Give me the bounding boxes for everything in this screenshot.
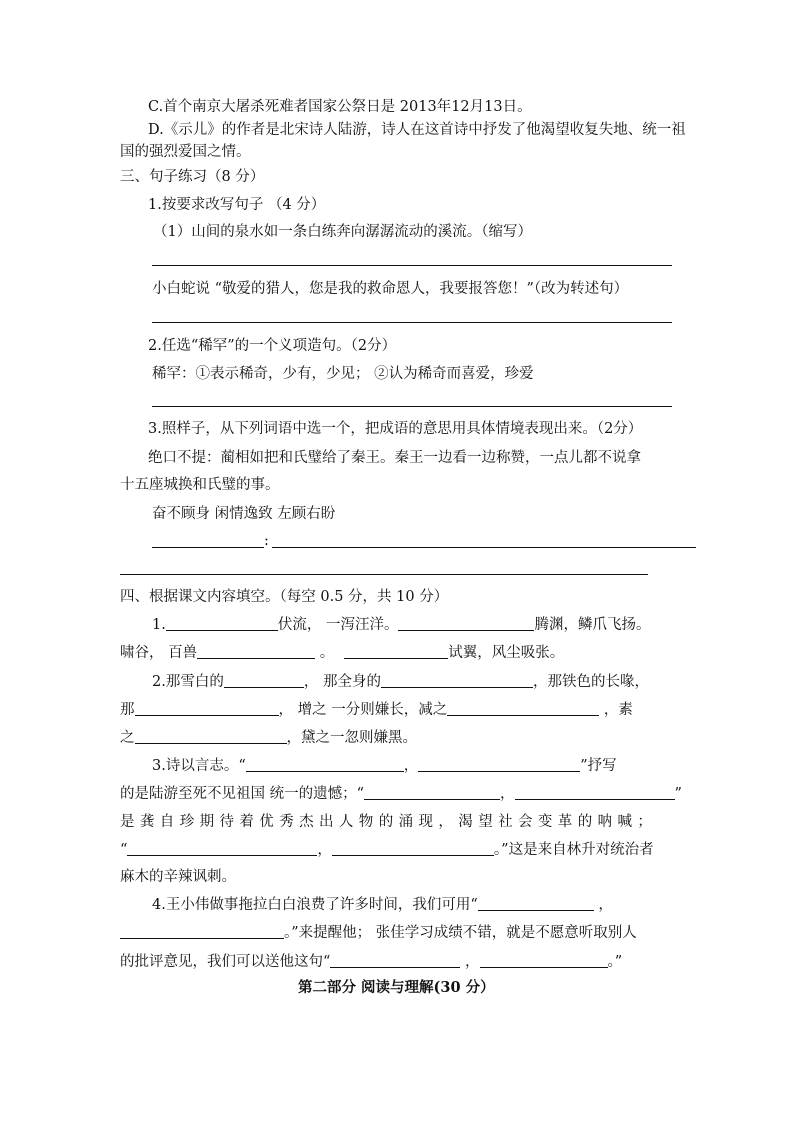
- answer-line: [272, 547, 696, 548]
- fill-2-line3: 之 ，黛之一忽则嫌黑。: [120, 730, 417, 746]
- fill-3-line2: 的是陆游至死不见祖国 统一的遗憾；“ ， ”: [120, 786, 682, 802]
- fill-4-line3: 的批评意见，我们可以送他这句“ ， 。”: [120, 954, 623, 970]
- fill-3-line3: 是龚自珍期待着优秀杰出人物的涌现，渴望社会变革的呐喊；: [120, 814, 658, 830]
- q1-title: 1.按要求改写句子 （4 分）: [148, 197, 326, 213]
- q3-title: 3.照样子，从下列词语中选一个，把成语的意思用具体情境表现出来。（2分）: [148, 421, 643, 437]
- fill-4-line1: 4.王小伟做事拖拉白白浪费了许多时间，我们可用“ ，: [152, 897, 613, 913]
- option-d-line2: 国的强烈爱国之情。: [120, 144, 251, 160]
- answer-line: [152, 406, 672, 407]
- fill-2-line2: 那 ， 增之 一分则嫌长，减之 ，素: [120, 702, 633, 718]
- option-c: C.首个南京大屠杀死难者国家公祭日是 2013年12月13日。: [148, 99, 532, 115]
- section3-title: 三、句子练习（8 分）: [120, 169, 265, 185]
- fill-2-line1: 2.那雪白的 ， 那全身的 ，那铁色的长喙，: [152, 674, 649, 690]
- q1-part1: （1）山间的泉水如一条白练奔向潺潺流动的溪流。（缩写）: [153, 224, 532, 240]
- fill-3-line5: 麻木的辛辣讽刺。: [120, 869, 236, 885]
- option-d-line1: D.《示儿》的作者是北宋诗人陆游，诗人在这首诗中抒发了他渴望收复失地、统一祖: [148, 122, 686, 138]
- answer-line: [152, 547, 264, 548]
- q2-meanings: 稀罕：①表示稀奇，少有，少见； ②认为稀奇而喜爱，珍爱: [152, 366, 534, 382]
- answer-line: [152, 265, 672, 266]
- q3-word-choices: 奋不顾身 闲情逸致 左顾右盼: [152, 506, 336, 522]
- q3-example-line2: 十五座城换和氏璧的事。: [120, 477, 280, 493]
- section4-title: 四、根据课文内容填空。（每空 0.5 分，共 10 分）: [120, 589, 449, 605]
- fill-4-line2: 。”来提醒他； 张佳学习成绩不错，就是不愿意听取别人: [120, 924, 637, 942]
- part2-title: 第二部分 阅读与理解(30 分）: [298, 979, 495, 996]
- q1-part2: 小白蛇说 “敬爱的猎人，您是我的救命恩人，我要报答您！”（改为转述句）: [152, 281, 629, 297]
- fill-3-line4: “ ， 。”这是来自林升对统治者: [120, 842, 654, 858]
- q3-example-line1: 绝口不提：蔺相如把和氏璧给了秦王。秦王一边看一边称赞，一点儿都不说拿: [148, 450, 641, 466]
- q3-colon: :: [264, 533, 269, 549]
- q2-title: 2.任选“稀罕”的一个义项造句。（2分）: [148, 338, 397, 354]
- answer-line: [152, 322, 672, 323]
- fill-1-line1: 1. 伏流， 一泻汪洋。 腾渊，鳞爪飞扬。: [152, 617, 651, 633]
- fill-1-line2: 啸谷， 百兽 。 试翼，风尘吸张。: [120, 645, 565, 661]
- fill-3-line1: 3.诗以言志。“ ， ”抒写: [152, 758, 617, 774]
- answer-line: [120, 574, 648, 575]
